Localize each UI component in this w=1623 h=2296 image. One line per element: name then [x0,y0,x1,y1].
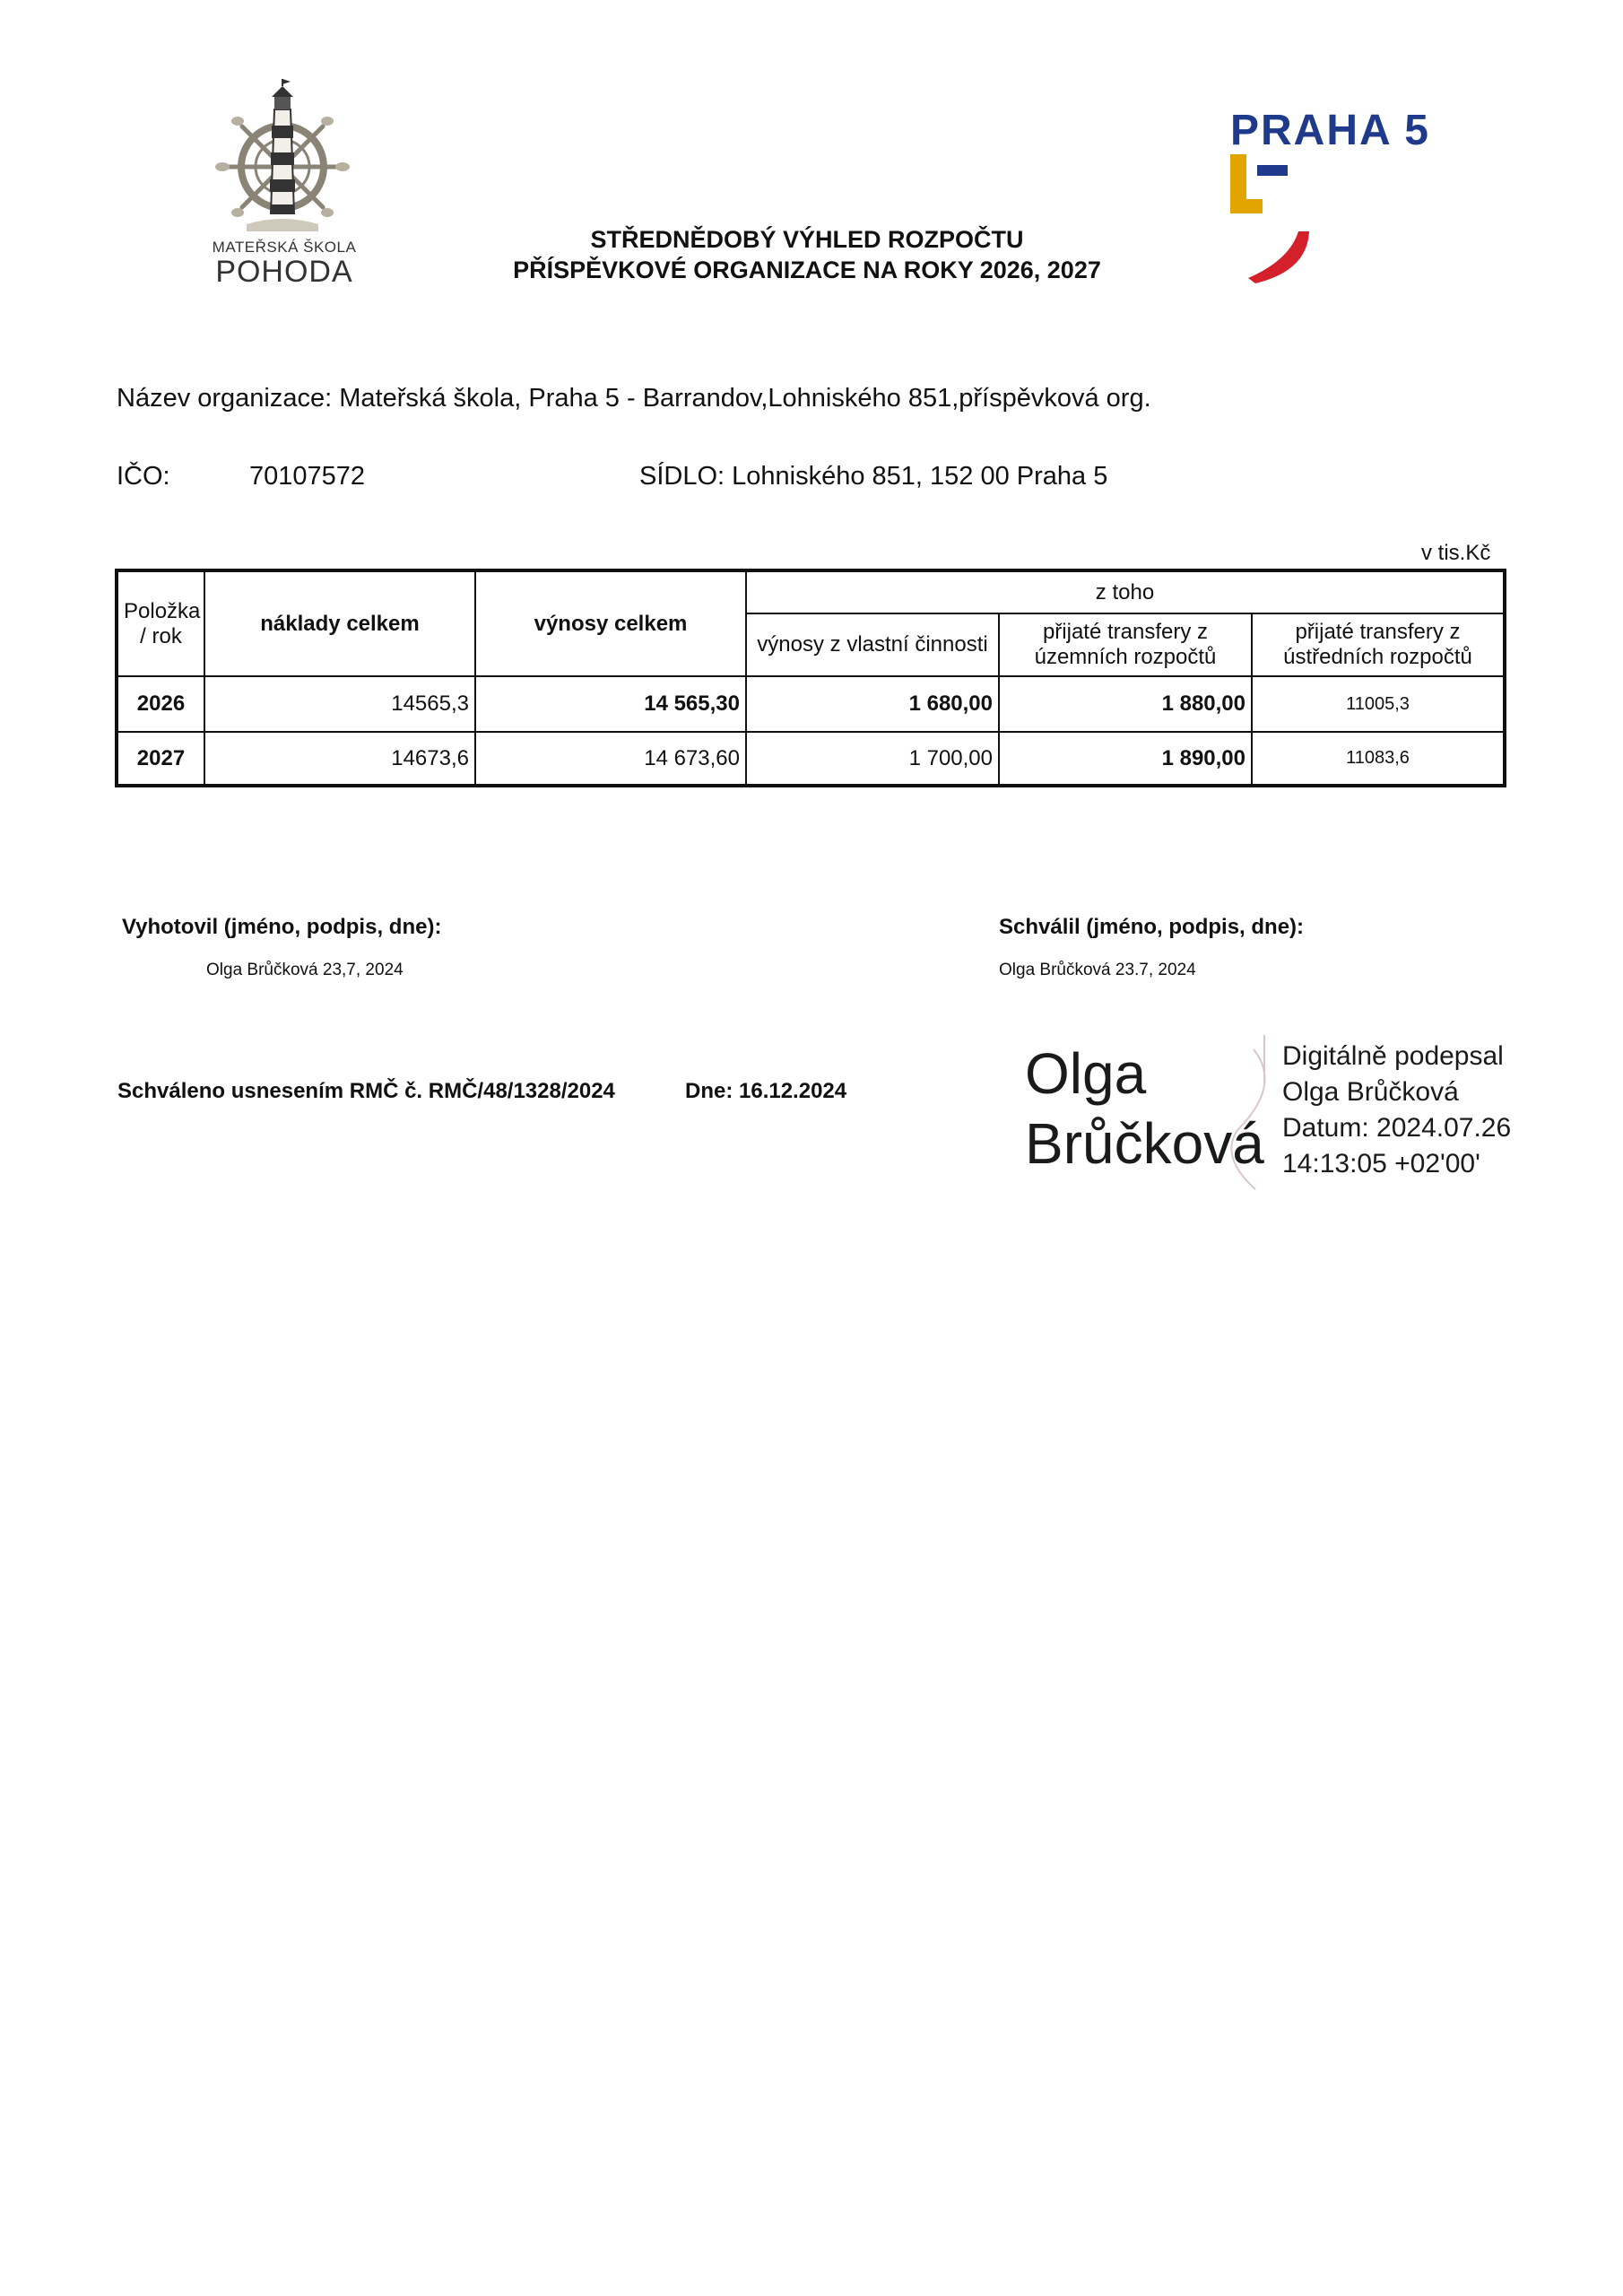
prepared-by-value: Olga Brůčková 23,7, 2024 [206,961,404,979]
praha5-logo-icon [1230,154,1311,289]
approved-by-label: Schválil (jméno, podpis, dne): [999,915,1305,939]
title-line1: STŘEDNĚDOBÝ VÝHLED ROZPOČTU [590,226,1024,253]
school-logo [188,79,377,294]
cell-territorial-transfers: 1 880,00 [999,676,1252,732]
resolution-text: Schváleno usnesením RMČ č. RMČ/48/1328/2024 [117,1079,615,1103]
cell-revenue: 14 673,60 [475,732,746,786]
table-row [117,732,1505,786]
header-territorial-transfers: přijaté transfery z územních rozpočtů [999,613,1252,676]
signature-info-line1: Digitálně podepsal [1282,1041,1504,1071]
cell-central-transfers: 11083,6 [1252,732,1505,786]
cell-revenue: 14 565,30 [475,676,746,732]
cell-central-transfers: 11005,3 [1252,676,1505,732]
school-logo-line2: POHODA [215,255,353,289]
lighthouse-wheel-icon [215,79,350,240]
cell-own-revenue: 1 680,00 [746,676,999,732]
title-line2: PŘÍSPĚVKOVÉ ORGANIZACE NA ROKY 2026, 2027 [513,257,1101,283]
cell-year: 2026 [117,676,204,732]
signature-name-line1: Olga [1025,1041,1147,1106]
header-of-which: z toho [746,570,1505,613]
cell-territorial-transfers: 1 890,00 [999,732,1252,786]
cell-own-revenue: 1 700,00 [746,732,999,786]
signature-info-line4: 14:13:05 +02'00' [1282,1149,1480,1178]
cell-costs: 14565,3 [204,676,475,732]
organization-name: Název organizace: Mateřská škola, Praha 5 - Barrandov,Lohniského 851,příspěvková org. [117,384,1151,413]
cell-year: 2027 [117,732,204,786]
address: SÍDLO: Lohniského 851, 152 00 Praha 5 [639,462,1108,491]
table-unit: v tis.Kč [1421,541,1491,565]
digital-signature-info [1282,1039,1511,1182]
approved-by-value: Olga Brůčková 23.7, 2024 [999,961,1196,979]
document-title [430,224,1184,285]
cell-costs: 14673,6 [204,732,475,786]
header-item-label: Položka / rok [124,598,201,648]
signature-info-line2: Olga Brůčková [1282,1077,1459,1107]
header-item [117,570,204,676]
prepared-by-label: Vyhotovil (jméno, podpis, dne): [122,915,442,939]
signature-info-line3: Datum: 2024.07.26 [1282,1113,1512,1143]
praha5-logo-text: PRAHA 5 [1230,107,1430,154]
header-own-revenue: výnosy z vlastní činnosti [746,613,999,676]
header-central-transfers: přijaté transfery z ústředních rozpočtů [1252,613,1505,676]
resolution-date: Dne: 16.12.2024 [685,1079,847,1103]
ico-label: IČO: [117,462,170,491]
table-row [117,676,1505,732]
ico-value: 70107572 [249,462,366,491]
signature-name-line2: Brůčková [1025,1111,1264,1176]
header-revenue: výnosy celkem [475,570,746,676]
header-costs: náklady celkem [204,570,475,676]
budget-table [115,569,1506,787]
school-logo-line1: MATEŘSKÁ ŠKOLA [212,239,357,256]
